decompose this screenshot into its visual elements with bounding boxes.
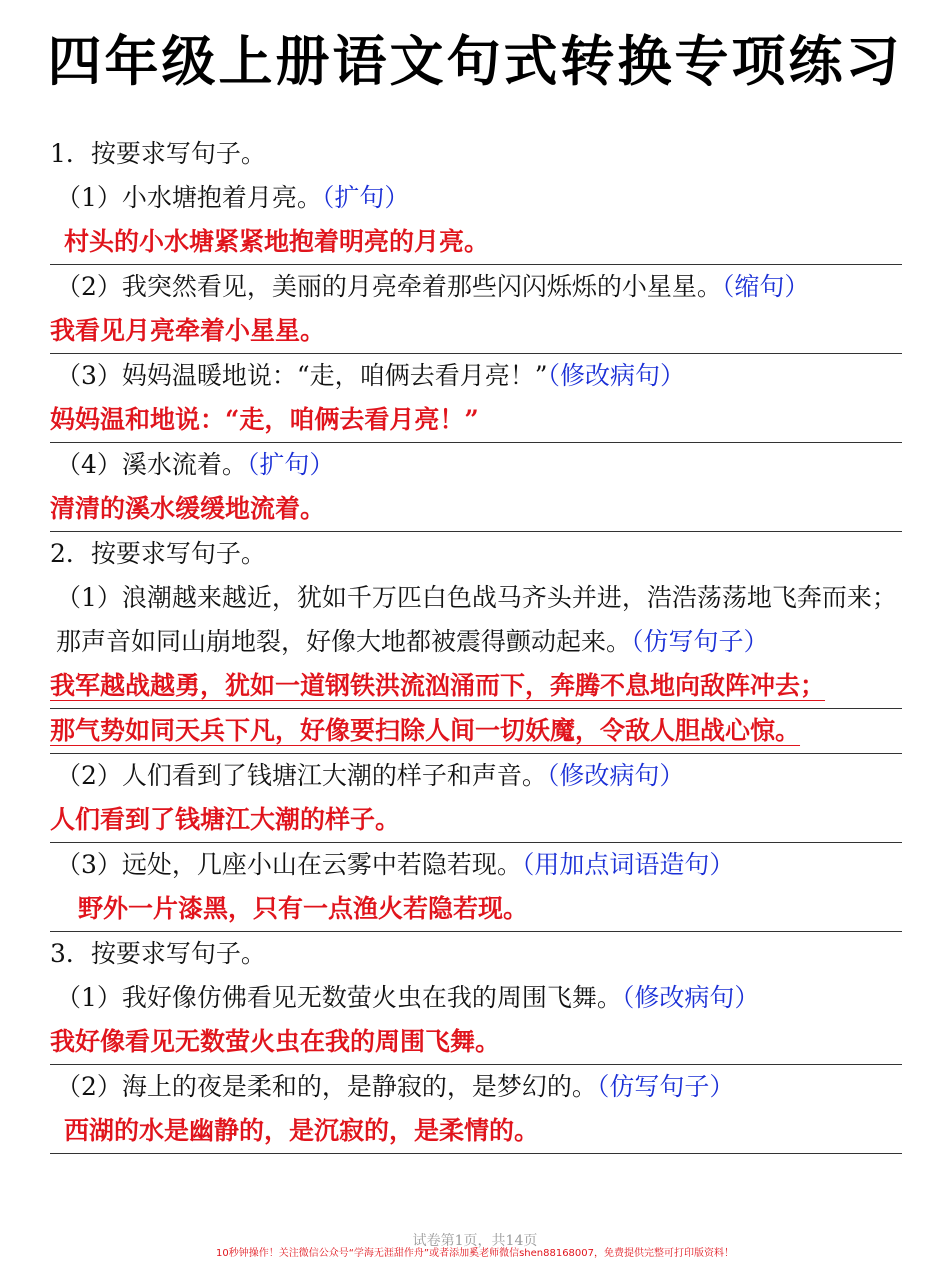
question-type-tag: （缩句） [721,272,810,301]
question-prompt [50,176,902,220]
section-heading: 1．按要求写句子。 [50,139,266,168]
question-type-tag: （仿写句子） [631,627,769,656]
worksheet-body [50,132,902,1154]
question-text: （1）小水塘抱着月亮。 [56,183,322,212]
question-text: （4）溪水流着。 [56,450,247,479]
question-type-tag: （扩句） [246,450,335,479]
question-text: （3）妈妈温暖地说：“走，咱俩去看月亮！” [56,361,548,390]
question-type-tag: （修改病句） [546,761,685,790]
answer-line: 那气势如同天兵下凡，好像要扫除人间一切妖魔，令敌人胆战心惊。 [50,709,902,754]
answer-line: 清清的溪水缓缓地流着。 [50,487,902,532]
question-prompt [50,265,902,309]
answer-line: 西湖的水是幽静的，是沉寂的，是柔情的。 [50,1109,902,1154]
question-prompt [50,754,902,798]
answer-line: 我好像看见无数萤火虫在我的周围飞舞。 [50,1020,902,1065]
answer-line: 我军越战越勇，犹如一道钢铁洪流汹涌而下，奔腾不息地向敌阵冲去； [50,664,902,709]
answer-line: 人们看到了钱塘江大潮的样子。 [50,798,902,843]
section-heading: 2．按要求写句子。 [50,539,266,568]
question-text: （3）远处，几座小山在云雾中若隐若现。 [56,850,522,879]
question-text: （1）浪潮越来越近，犹如千万匹白色战马齐头并进，浩浩荡荡地飞奔而来；那声音如同山崩地裂，好像大地都被震得颤动起来。 [56,583,897,656]
answer-line: 妈妈温和地说：“走，咱俩去看月亮！” [50,398,902,443]
answer-line: 村头的小水塘紧紧地抱着明亮的月亮。 [50,220,902,265]
question-type-tag: （扩句） [321,183,410,212]
question-prompt [50,1065,902,1109]
question-type-tag: （仿写句子） [596,1072,735,1101]
question-text: （2）人们看到了钱塘江大潮的样子和声音。 [56,761,547,790]
question-text: （2）我突然看见，美丽的月亮牵着那些闪闪烁烁的小星星。 [56,272,722,301]
question-type-tag: （修改病句） [621,983,760,1012]
question-prompt [50,354,902,398]
question-type-tag: （修改病句） [547,361,685,390]
question-text: （2）海上的夜是柔和的，是静寂的，是梦幻的。 [56,1072,597,1101]
question-prompt [50,843,902,887]
page-title: 四年级上册语文句式转换专项练习 [47,30,903,93]
question-prompt [50,976,902,1020]
answer-line: 我看见月亮牵着小星星。 [50,309,902,354]
section-heading: 3．按要求写句子。 [50,939,266,968]
footer-notice: 10秒钟操作！关注微信公众号“学海无涯甜作舟”或者添加奚老师微信shen88168007，免费提供完整可打印版资料！ [215,1248,735,1259]
question-type-tag: （用加点词语造句） [521,850,735,879]
question-prompt [50,443,902,487]
page-number: 试卷第1页，共14页 [412,1233,538,1249]
question-prompt [50,576,902,664]
question-text: （1）我好像仿佛看见无数萤火虫在我的周围飞舞。 [56,983,622,1012]
answer-line: 野外一片漆黑，只有一点渔火若隐若现。 [50,887,902,932]
answer-block [50,664,902,754]
